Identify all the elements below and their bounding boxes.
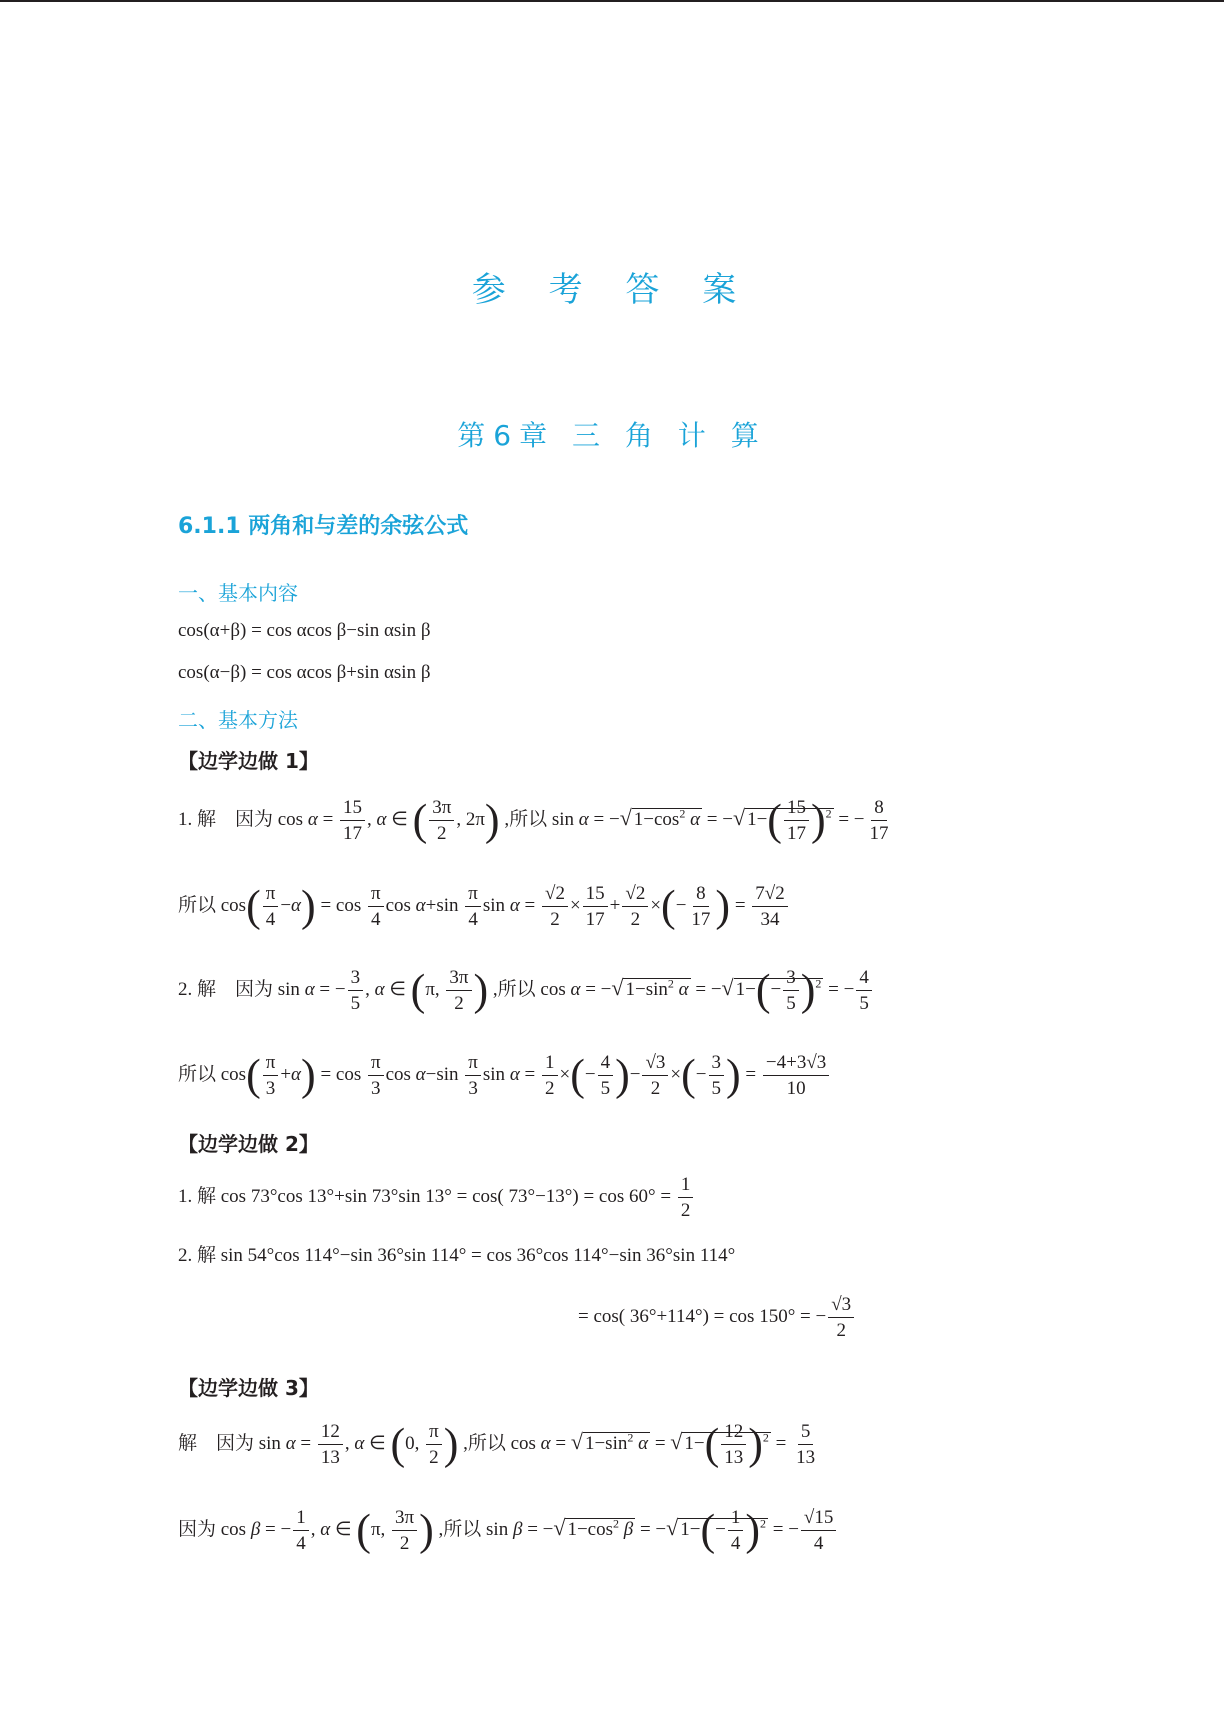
chapter-title: 第6章 三 角 计 算	[457, 419, 767, 452]
solution-1-2: 2. 解 因为 sin α = − $\frac{3}{5}$ , α ∈ (π, $\frac{3\pi}{2}$ ) ,所以 cos α = −√ $1-\sin^2$ α = −√ 1−(− $\frac{3}{5}$ )$^2$ = − $\frac{4}{5}$	[178, 968, 874, 1013]
solution-2-2-b-text: = cos( 36°+114°) = cos 150° = −	[578, 1305, 827, 1327]
practice-heading-3: 【边学边做 3】	[178, 1376, 319, 1400]
top-border	[0, 0, 1224, 2]
practice-heading-2: 【边学边做 2】	[178, 1132, 319, 1156]
solution-1-2-b: 所以 cos( $\frac{\pi}{3}$ +α) = cos $\frac{\pi}{3}$ cos α−sin $\frac{\pi}{3}$ sin α = $\frac{1}{2}$ ×(− $\frac{4}{5}$ )− $\frac{√3}{2}$ ×(− $\frac{3}{5}$ ) = $\frac{-4+3√3}{10}$	[178, 1053, 831, 1098]
solution-2-1: 1. 解 cos 73°cos 13°+sin 73°sin 13° = cos( 73°−13°) = cos 60° = $\frac{1}{2}$	[178, 1175, 695, 1220]
solution-1-1: 1. 解 因为 cos α = $\frac{15}{17}$ , α ∈ ( $\frac{3\pi}{2}$ , 2π) ,所以 sin α = −√ $1-\cos^2$ α = −√ 1−( $\frac{15}{17}$ )$^2$ = − $\frac{8}{17}$	[178, 795, 889, 845]
solution-2-1-text: 1. 解 cos 73°cos 13°+sin 73°sin 13° = cos( 73°−13°) = cos 60° =	[178, 1185, 672, 1207]
solution-3: 解 因为 sin α = $\frac{12}{13}$ , α ∈ (0, $\frac{\pi}{2}$ ) ,所以 cos α = √ $1-\sin^2$ α = √ 1−( $\frac{12}{13}$ )$^2$ = $\frac{5}{13}$	[178, 1419, 816, 1469]
solution-3-b: 因为 cos β = − $\frac{1}{4}$ , α ∈ (π, $\frac{3\pi}{2}$ ) ,所以 sin β = −√ $1-\cos^2$ β = −√ 1−(− $\frac{1}{4}$ )$^2$ = − $\frac{√15}{4}$	[178, 1508, 838, 1553]
section-title: 6.1.1 两角和与差的余弦公式	[178, 514, 469, 539]
page-title: 参 考 答 案	[471, 270, 753, 310]
formula-cos-diff: cos(α−β) = cos αcos β+sin αsin β	[178, 662, 431, 683]
solution-1-1-b: 所以 cos( $\frac{\pi}{4}$ −α) = cos $\frac{\pi}{4}$ cos α+sin $\frac{\pi}{4}$ sin α = $\frac{√2}{2}$ × $\frac{15}{17}$ + $\frac{√2}{2}$ ×(− $\frac{8}{17}$ ) = $\frac{7√2}{34}$	[178, 884, 790, 929]
practice-heading-1: 【边学边做 1】	[178, 749, 319, 773]
subheading-basic-content: 一、基本内容	[178, 581, 298, 605]
formula-cos-sum: cos(α+β) = cos αcos β−sin αsin β	[178, 620, 431, 641]
solution-2-2: 2. 解 sin 54°cos 114°−sin 36°sin 114° = cos 36°cos 114°−sin 36°sin 114°	[178, 1245, 736, 1266]
subheading-basic-method: 二、基本方法	[178, 708, 298, 732]
solution-2-2-b: = cos( 36°+114°) = cos 150° = − $\frac{√3}{2}$	[578, 1295, 856, 1340]
